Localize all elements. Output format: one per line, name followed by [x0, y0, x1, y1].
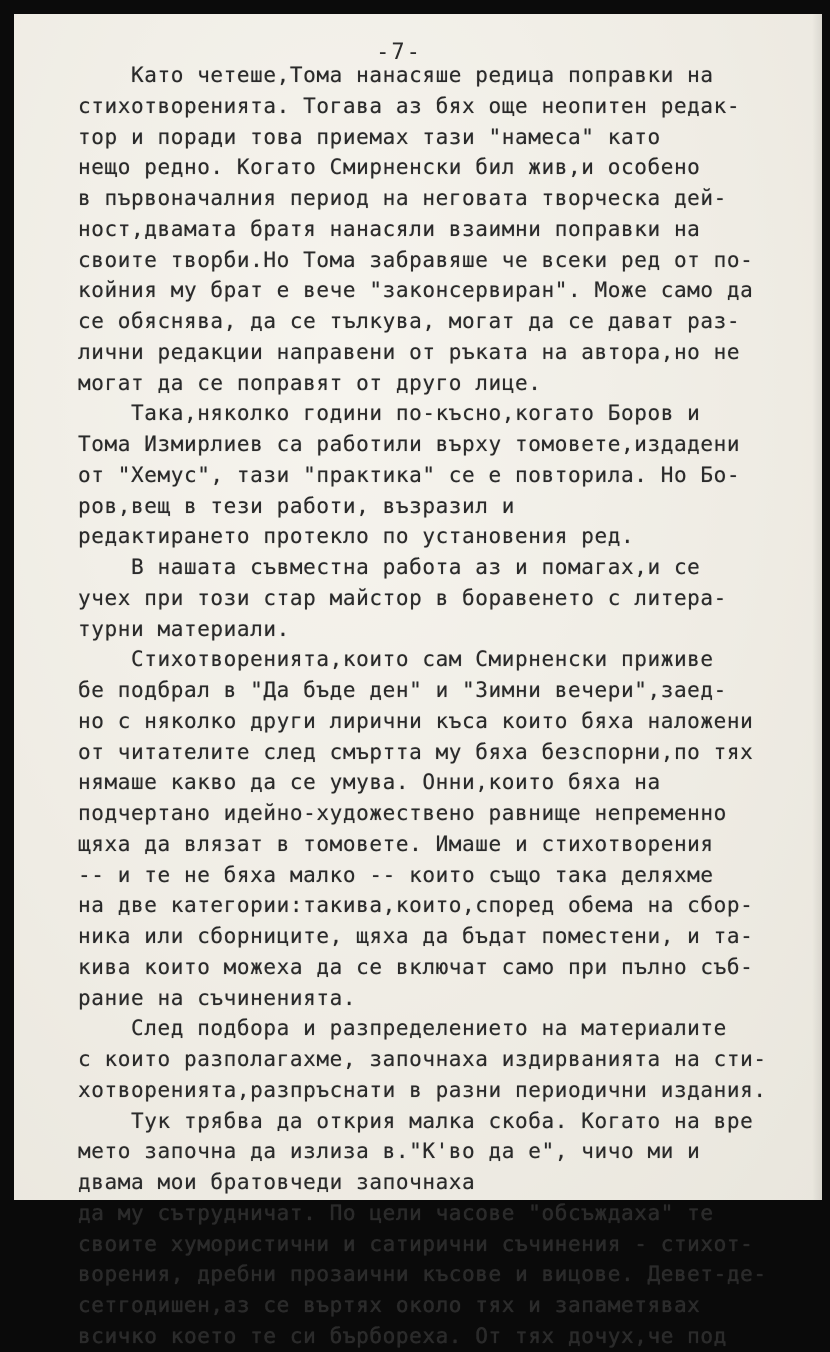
text-line: в първоначалния период на неговата творческа дей-	[78, 186, 727, 210]
paper-edge-shadow	[812, 14, 822, 1200]
text-line: След подбора и разпределението на материалите	[78, 1016, 727, 1041]
text-line: лични редакции направени от ръката на автора,но не	[78, 339, 741, 364]
text-line: В нашата съвместна работа аз и помагах,и се	[78, 555, 701, 579]
text-line: да му сътрудничат. По цели часове "обсъждаха" те	[78, 1200, 714, 1225]
text-line: ров,вещ в тези работи, възразил и	[78, 493, 516, 518]
text-line: сетгодишен,аз се въртях около тях и запаметявах	[78, 1293, 701, 1317]
text-line: Така,няколко години по-късно,когато Боров и	[78, 401, 701, 426]
text-line: своите творби.Но Тома забравяше че всеки ред от по-	[78, 247, 754, 272]
text-line: бе подбрал в "Да бъде ден" и "Зимни вечери",заед-	[78, 678, 727, 702]
text-line: ност,двамата братя нанасяли взаимни поправки на	[78, 216, 701, 241]
text-line: всичко което те си бърбореха. От тях дочух,че под	[78, 1323, 727, 1348]
text-line: -- и те не бяха малко -- които също така деляхме	[78, 862, 714, 887]
text-line: двама мои братовчеди започнаха	[78, 1170, 476, 1194]
typed-text-body	[78, 60, 822, 1352]
text-line: рание на съчиненията.	[78, 985, 357, 1010]
text-line: на две категории:такива,които,според обема на сбор-	[78, 893, 754, 918]
text-line: кива които можеха да се включат само при пълно съб-	[78, 954, 754, 979]
typewritten-page	[14, 14, 822, 1348]
text-line: от "Хемус", тази "практика" се е повторила. Но Бо-	[78, 462, 741, 487]
text-line: нямаше какво да се умува. Онни,които бяха на	[78, 770, 661, 795]
text-line: учех при този стар майстор в боравенето с литера-	[78, 585, 727, 610]
text-line: ника или сборниците, щяха да бъдат поместени, и та-	[78, 924, 754, 948]
text-line: Тук трябва да открия малка скоба. Когато на вре	[78, 1108, 754, 1133]
text-line: турни материали.	[78, 616, 290, 641]
text-line: Стихотворенията,които сам Смирненски приживе	[78, 647, 714, 672]
text-line: Тома Измирлиев са работили върху томовете,издадени	[78, 432, 741, 456]
text-line: хотворенията,разпръснати в разни периодични издания.	[78, 1077, 767, 1102]
text-line: щяха да влязат в томовете. Имаше и стихотворения	[78, 831, 714, 856]
text-line: тор и поради това приемах тази "намеса" като	[78, 124, 661, 149]
text-line: се обяснява, да се тълкува, могат да се дават раз-	[78, 309, 741, 333]
text-line: стихотворенията. Тогава аз бях още неопитен редак-	[78, 93, 741, 118]
text-line: ворения, дребни прозаични късове и вицове. Девет-де-	[78, 1262, 767, 1287]
text-line: с които разполагахме, започнаха издирванията на сти-	[78, 1047, 767, 1071]
text-line: от читателите след смъртта му бяха безспорни,по тях	[78, 739, 754, 764]
text-line: нещо редно. Когато Смирненски бил жив,и особено	[78, 155, 701, 180]
text-line: подчертано идейно-художествено равнище непременно	[78, 801, 727, 825]
text-line: но с няколко други лирични къса които бяха наложени	[78, 708, 754, 733]
text-line: редактирането протекло по установения ред.	[78, 524, 635, 549]
text-line: своите хумористични и сатирични съчинения - стихот-	[78, 1231, 754, 1256]
text-line: мето започна да излиза в."К'во да е", чичо ми и	[78, 1139, 701, 1164]
text-line: койния му брат е вече "законсервиран". Може само да	[78, 278, 754, 303]
page-number: -7-	[376, 40, 422, 65]
text-line: могат да се поправят от друго лице.	[78, 370, 542, 395]
text-line: Като четеше,Тома нанасяше редица поправки на	[78, 63, 714, 87]
